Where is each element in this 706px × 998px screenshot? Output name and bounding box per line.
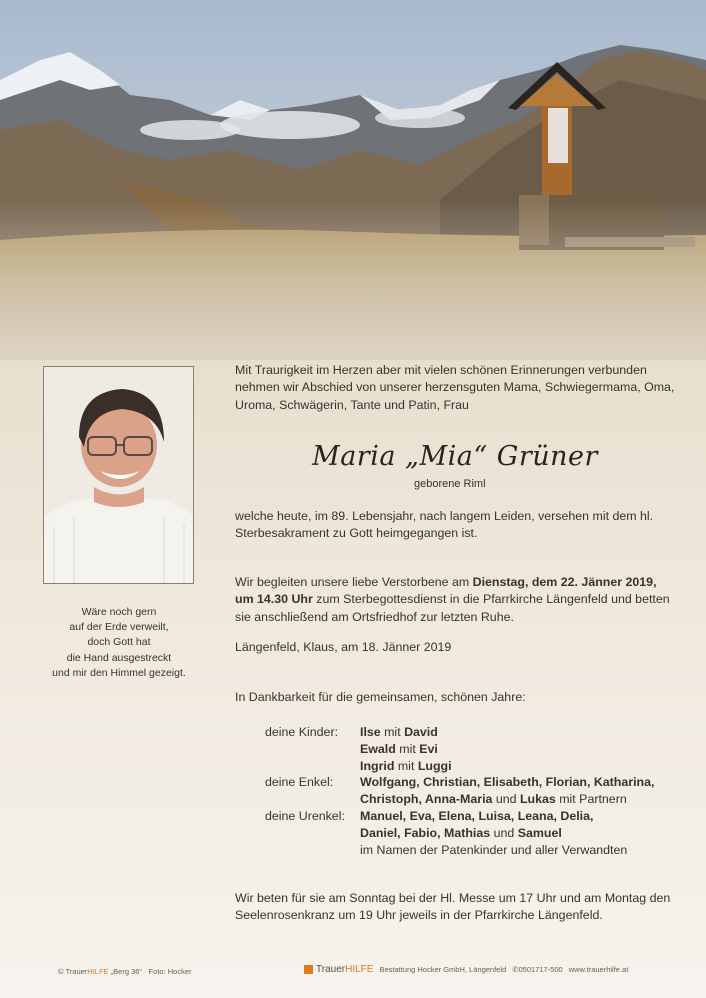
grandchildren-row: Wolfgang, Christian, Elisabeth, Florian, Katharina, [360,775,655,789]
publisher-footer [304,964,628,975]
grandchild-names: Christoph, Anna-Maria [360,792,493,806]
connector-word: und [492,792,520,806]
poem-line: doch Gott hat [87,636,151,649]
child-row [360,741,438,758]
intro-line: Uroma, Schwägerin, Tante und Patin, Frau [235,397,469,412]
child-name: Ewald [360,742,396,756]
great-grandchildren-row: Manuel, Eva, Elena, Luisa, Leana, Delia, [360,809,594,823]
poem-line: auf der Erde verweilt, [69,621,169,634]
intro-text [235,362,675,414]
funeral-line [235,574,675,591]
child-row [360,724,438,741]
child-name: Ingrid [360,759,395,773]
grandchildren-label: deine Enkel: [265,775,334,789]
grandchildren-row [360,791,627,808]
other-relatives: im Namen der Patenkinder und aller Verwandten [360,843,628,857]
credit-brand: HILFE [87,967,109,976]
brand-name: Trauer [316,964,346,975]
thanks-intro: In Dankbarkeit für die gemeinsamen, schönen Jahre: [235,690,526,704]
intro-line: Mit Traurigkeit im Herzen aber mit vielen schönen Erinnerungen verbunden [235,363,647,377]
phone-icon: ✆ [512,965,519,974]
company-name: Bestattung Hocker GmbH, Längenfeld [379,965,507,974]
great-grandchild-name: Samuel [517,826,562,840]
closing-line: Seelenrosenkranz um 19 Uhr jeweils in der Pfarrkirche Längenfeld. [235,908,603,923]
funeral-text [235,574,675,626]
phone-number: 0501717-500 [518,965,563,974]
funeral-time: um 14.30 Uhr [235,592,313,607]
great-grandchild-names: Daniel, Fabio, Mathias [360,826,491,840]
portrait-photo [43,366,194,584]
connector-word: und [490,826,518,840]
child-row [360,758,452,775]
children-label: deine Kinder: [265,725,339,739]
connector-word: mit [380,725,405,739]
connector-word: mit [394,759,418,773]
funeral-text-span: Wir begleiten unsere liebe Verstorbene am [235,575,473,589]
poem-line: und mir den Himmel gezeigt. [52,666,186,679]
connector-word: mit [395,742,420,756]
credit-text: „Berg 36“ · Foto: Hocker [108,967,192,976]
funeral-line: sie anschließend am Ortsfriedhof zur letzten Ruhe. [235,609,514,624]
funeral-date: Dienstag, dem 22. Jänner 2019, [472,575,657,589]
closing-line: Wir beten für sie am Sonntag bei der Hl. Messe um 17 Uhr und am Montag den [235,891,671,905]
partner-name: David [404,725,438,739]
intro-line: nehmen wir Abschied von unserer herzensguten Mama, Schwiegermama, Oma, [235,380,675,395]
partner-name: Evi [419,742,438,756]
death-text [235,508,675,543]
photo-credit [58,967,192,976]
partner-note: mit Partnern [555,792,627,806]
website-link[interactable]: www.trauerhilfe.at [568,965,629,974]
deceased-name: Maria „Mia“ Grüner [312,441,598,472]
poem-line: Wäre noch gern [81,606,157,618]
death-line: welche heute, im 89. Lebensjahr, nach langem Leiden, versehen mit dem hl. [235,509,654,523]
grandchild-name: Lukas [519,792,556,806]
great-grandchildren-label: deine Urenkel: [265,809,345,823]
partner-name: Luggi [417,759,452,773]
trauerhilfe-logo-icon [304,965,313,974]
child-name: Ilse [360,725,381,739]
poem [30,605,208,681]
mountain-landscape-image [0,0,706,360]
great-grandchildren-row [360,825,562,842]
closing-text [235,890,675,925]
place-date: Längenfeld, Klaus, am 18. Jänner 2019 [235,640,452,654]
credit-text: © Trauer [58,967,88,976]
brand-name-accent: HILFE [345,964,374,975]
funeral-line [235,591,675,608]
death-line: Sterbesakrament zu Gott heimgegangen ist. [235,526,478,541]
funeral-text-span: zum Sterbegottesdienst in die Pfarrkirche Längenfeld und betten [312,592,670,607]
birth-name: geborene Riml [414,478,486,490]
poem-line: die Hand ausgestreckt [66,651,172,664]
